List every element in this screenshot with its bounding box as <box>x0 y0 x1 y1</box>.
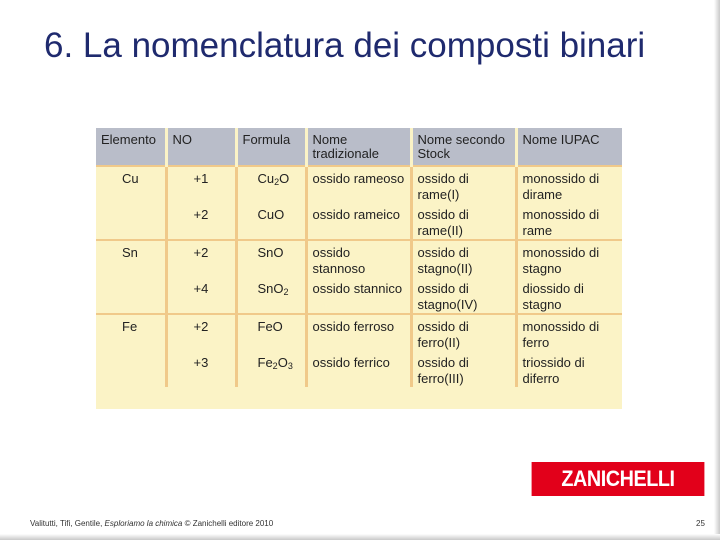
cell-nome-tradizionale: ossido ferroso <box>306 314 411 351</box>
cell-no: +4 <box>166 277 236 314</box>
column-header-elemento: Elemento <box>96 128 166 166</box>
cell-nome-stock: ossido di rame(II) <box>411 203 516 240</box>
slide-title: 6. La nomenclatura dei composti binari <box>44 26 646 65</box>
cell-no: +1 <box>166 166 236 203</box>
nomenclature-table <box>96 128 622 387</box>
table-header-row <box>96 128 622 166</box>
cell-elemento <box>96 351 166 387</box>
formula-part: O <box>279 171 290 186</box>
cell-nome-tradizionale: ossido ferrico <box>306 351 411 387</box>
cell-elemento: Cu <box>122 171 139 186</box>
table-row <box>96 166 622 203</box>
cell-nome-tradizionale: ossido stannico <box>306 277 411 314</box>
cell-no: +2 <box>166 240 236 277</box>
column-header-formula: Formula <box>236 128 306 166</box>
formula-subscript: 2 <box>272 361 278 371</box>
nomenclature-table-container <box>96 128 622 409</box>
cell-nome-tradizionale: ossido rameico <box>306 203 411 240</box>
cell-nome-iupac: monossido di ferro <box>516 314 622 351</box>
cell-formula <box>236 277 306 314</box>
formula-subscript: 2 <box>283 287 289 297</box>
table-row <box>96 203 622 240</box>
cell-no: +2 <box>166 314 236 351</box>
formula-base: Fe <box>257 355 273 370</box>
column-header-no: NO <box>166 128 236 166</box>
cell-nome-tradizionale: ossido rameoso <box>306 166 411 203</box>
formula-subscript: 3 <box>287 361 293 371</box>
column-header-nome-iupac: Nome IUPAC <box>516 128 622 166</box>
slide-bottom-shadow <box>0 534 720 540</box>
cell-nome-stock: ossido di ferro(II) <box>411 314 516 351</box>
footer-authors: Valitutti, Tifi, Gentile, <box>30 519 105 528</box>
table-body <box>96 166 622 387</box>
page-number: 25 <box>696 519 705 528</box>
column-header-nome-stock: Nome secondo Stock <box>411 128 516 166</box>
cell-no: +2 <box>166 203 236 240</box>
cell-no: +3 <box>166 351 236 387</box>
formula-base: FeO <box>257 319 283 334</box>
table-row <box>96 277 622 314</box>
formula-part: O <box>277 355 288 370</box>
cell-formula <box>236 166 306 203</box>
table-row <box>96 351 622 387</box>
cell-nome-iupac: triossido di diferro <box>516 351 622 387</box>
cell-formula <box>236 203 306 240</box>
formula-subscript: 2 <box>274 177 280 187</box>
cell-nome-iupac: monossido di stagno <box>516 240 622 277</box>
formula-base: Cu <box>257 171 275 186</box>
table-row <box>96 314 622 351</box>
slide-edge-shadow <box>714 0 720 540</box>
footer-credit <box>30 519 273 528</box>
zanichelli-logo: ZANICHELLI <box>532 462 705 496</box>
cell-nome-stock: ossido di ferro(III) <box>411 351 516 387</box>
formula-base: SnO <box>257 245 284 260</box>
table-row <box>96 240 622 277</box>
cell-nome-iupac: monossido di rame <box>516 203 622 240</box>
cell-formula <box>236 351 306 387</box>
footer-publisher: © Zanichelli editore 2010 <box>182 519 274 528</box>
cell-formula <box>236 240 306 277</box>
cell-nome-iupac: monossido di dirame <box>516 166 622 203</box>
column-header-nome-tradizionale: Nome tradizionale <box>306 128 411 166</box>
cell-formula <box>236 314 306 351</box>
cell-nome-iupac: diossido di stagno <box>516 277 622 314</box>
formula-base: CuO <box>257 207 285 222</box>
cell-nome-tradizionale: ossido stannoso <box>306 240 411 277</box>
cell-nome-stock: ossido di rame(I) <box>411 166 516 203</box>
cell-elemento: Sn <box>122 245 138 260</box>
cell-elemento: Fe <box>122 319 138 334</box>
cell-nome-stock: ossido di stagno(II) <box>411 240 516 277</box>
footer-book-title: Esploriamo la chimica <box>104 519 183 528</box>
cell-nome-stock: ossido di stagno(IV) <box>411 277 516 314</box>
formula-base: SnO <box>257 281 284 296</box>
cell-elemento <box>96 277 166 314</box>
cell-elemento <box>96 203 166 240</box>
